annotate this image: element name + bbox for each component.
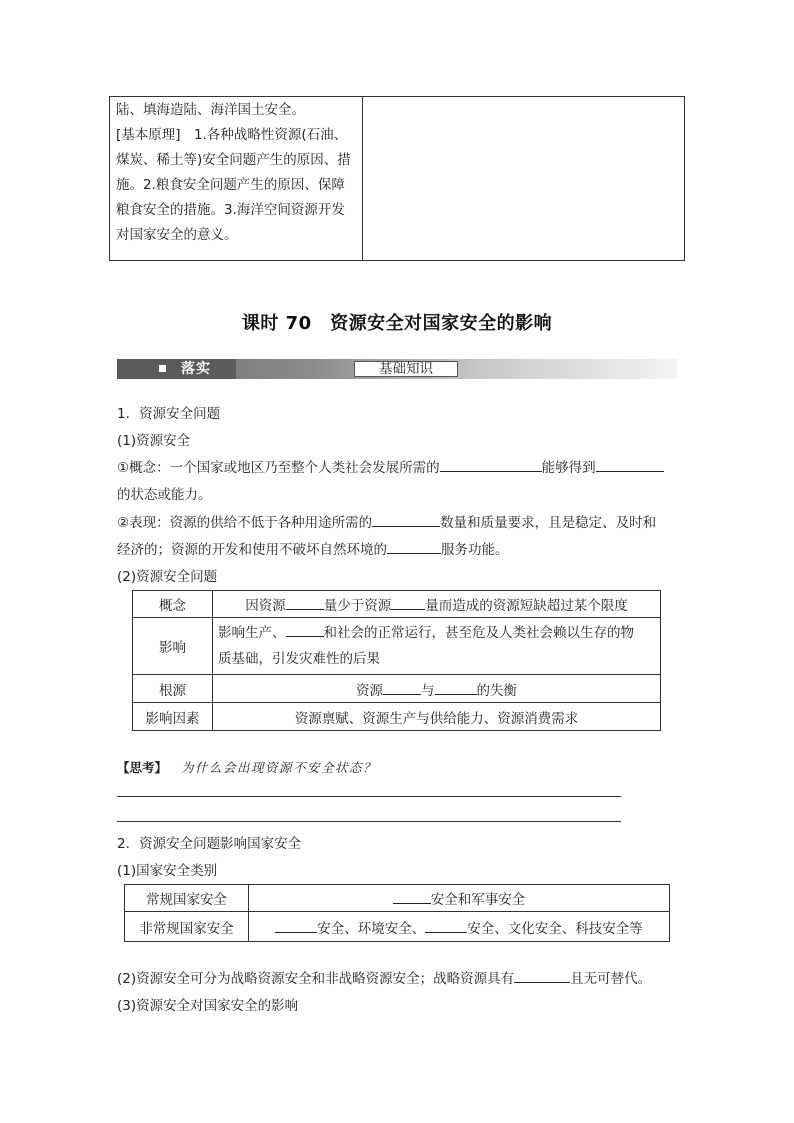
express-text-c: 经济的；资源的开发和使用不破坏自然环境的	[117, 542, 387, 558]
think-label: 【思考】	[117, 760, 168, 775]
resource-problem-table	[132, 590, 661, 731]
section-banner	[117, 359, 677, 379]
section1-heading: 1．资源安全问题	[117, 406, 221, 422]
fill-blank[interactable]	[286, 623, 324, 637]
page-title: 课时 70 资源安全对国家安全的影响	[241, 313, 553, 334]
fill-blank[interactable]	[514, 969, 570, 983]
fill-blank[interactable]	[435, 681, 477, 695]
fill-blank[interactable]	[372, 513, 440, 527]
square-bullet-icon	[159, 365, 166, 372]
top-table-left-cell	[110, 97, 363, 261]
row-content-root: 资源 与 的失衡	[213, 675, 661, 703]
express-text-a: ②表现：资源的供给不低于各种用途所需的	[117, 515, 373, 531]
national-security-table	[124, 884, 670, 942]
banner-tag	[117, 359, 236, 379]
section1-sub2: (2)资源安全问题	[117, 569, 218, 585]
express-text-b: 数量和质量要求，且是稳定、及时和	[440, 515, 657, 531]
banner-label: 基础知识	[354, 361, 458, 377]
express-line-2	[117, 538, 509, 558]
express-line	[117, 511, 656, 531]
top-line-2: [基本原理] 1.各种战略性资源(石油、	[116, 127, 348, 143]
row-content-conventional: 安全和军事安全	[249, 885, 670, 912]
section2-sub2: (2)资源安全可分为战略资源安全和非战略资源安全；战略资源具有 且无可替代。	[117, 971, 652, 987]
think-question: 为什么会出现资源不安全状态？	[181, 760, 378, 775]
concept-line	[117, 456, 664, 476]
fill-blank[interactable]	[391, 596, 425, 610]
fill-blank[interactable]	[393, 890, 431, 904]
row-content-impact: 影响生产、 和社会的正常运行，甚至危及人类社会赖以生存的物 质基础，引发灾难性的后果	[213, 618, 661, 675]
concept-line-2: 的状态或能力。	[117, 487, 212, 503]
fill-blank[interactable]	[275, 919, 317, 933]
top-line-5: 粮食安全的措施。3.海洋空间资源开发	[116, 202, 345, 218]
top-table	[109, 96, 685, 261]
top-line-4: 施。2.粮食安全问题产生的原因、保障	[116, 177, 345, 193]
row-label-nonconventional: 非常规国家安全	[125, 912, 249, 942]
express-text-d: 服务功能。	[441, 542, 509, 558]
row-content-factors: 资源禀赋、资源生产与供给能力、资源消费需求	[213, 703, 661, 731]
answer-line[interactable]	[117, 796, 621, 797]
row-label-conventional: 常规国家安全	[125, 885, 249, 912]
concept-text-a: ①概念：一个国家或地区乃至整个人类社会发展所需的	[117, 460, 440, 476]
row-content-nonconventional: 安全、环境安全、 安全、文化安全、科技安全等	[249, 912, 670, 942]
top-table-right-cell	[363, 97, 685, 261]
section2-sub1: (1)国家安全类别	[117, 863, 218, 879]
fill-blank[interactable]	[440, 458, 542, 472]
think-prompt	[117, 758, 377, 776]
row-label-impact: 影响	[133, 618, 213, 675]
top-line-3: 煤炭、稀土等)安全问题产生的原因、措	[116, 152, 351, 168]
fill-blank[interactable]	[596, 458, 664, 472]
banner-tag-text: 落实	[181, 361, 211, 377]
top-line-6: 对国家安全的意义。	[116, 227, 238, 243]
top-line-1: 陆、填海造陆、海洋国土安全。	[116, 102, 305, 118]
section2-heading: 2．资源安全问题影响国家安全	[117, 836, 302, 852]
row-label-concept: 概念	[133, 591, 213, 618]
row-content-concept: 因资源 量少于资源 量而造成的资源短缺超过某个限度	[213, 591, 661, 618]
section1-sub1: (1)资源安全	[117, 433, 191, 449]
row-label-root: 根源	[133, 675, 213, 703]
section2-sub3: (3)资源安全对国家安全的影响	[117, 998, 299, 1014]
concept-text-b: 能够得到	[541, 460, 596, 476]
fill-blank[interactable]	[425, 919, 467, 933]
fill-blank[interactable]	[383, 681, 421, 695]
fill-blank[interactable]	[286, 596, 324, 610]
fill-blank[interactable]	[387, 540, 441, 554]
row-label-factors: 影响因素	[133, 703, 213, 731]
answer-line[interactable]	[117, 821, 621, 822]
